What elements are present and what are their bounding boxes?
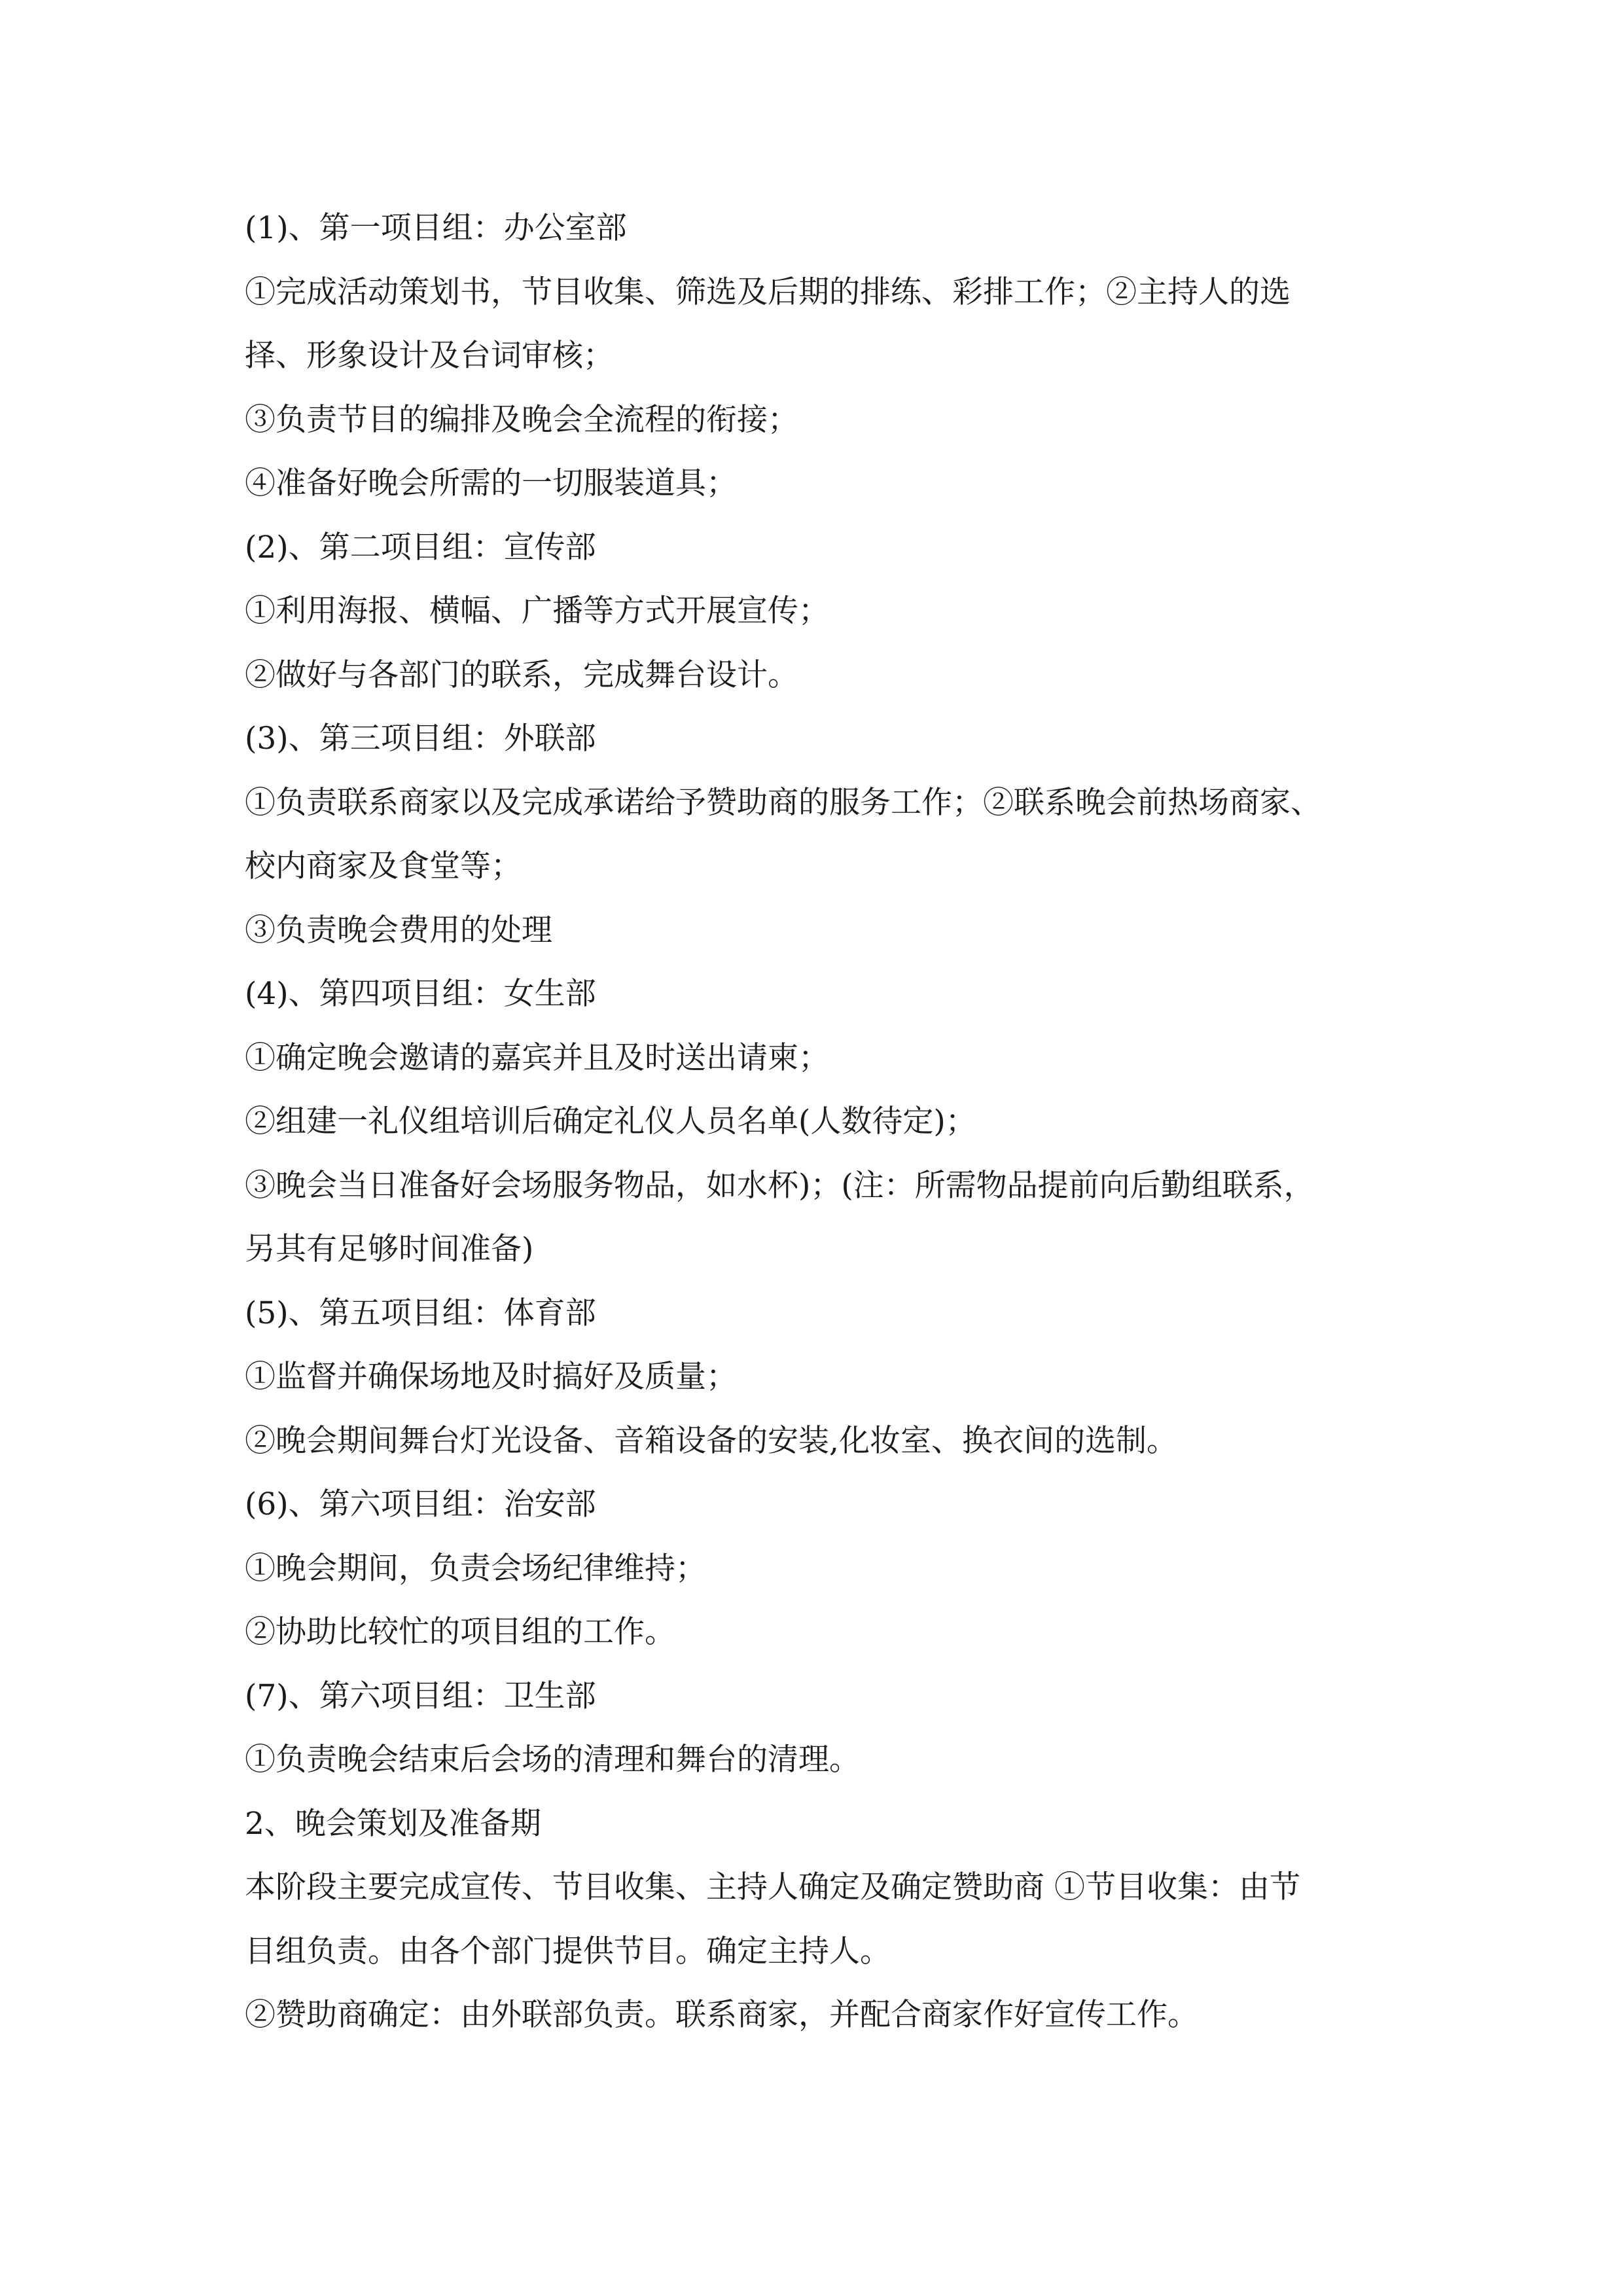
paragraph-line: ③负责晚会费用的处理 (245, 912, 552, 948)
paragraph-line: ①晚会期间，负责会场纪律维持； (245, 1550, 706, 1587)
paragraph-line: 择、形象设计及台词审核； (245, 338, 614, 374)
paragraph-line: ③晚会当日准备好会场服务物品，如水杯)；(注：所需物品提前向后勤组联系， (245, 1167, 1315, 1204)
paragraph-line: ③负责节目的编排及晚会全流程的衔接； (245, 401, 798, 438)
paragraph-line: ①完成活动策划书，节目收集、筛选及后期的排练、彩排工作；②主持人的选 (245, 274, 1291, 310)
paragraph-line: ①负责联系商家以及完成承诺给予赞助商的服务工作；②联系晚会前热场商家、 (245, 784, 1321, 821)
section-heading-planning-period: 2、晚会策划及准备期 (245, 1805, 541, 1842)
paragraph-line: ②晚会期间舞台灯光设备、音箱设备的安装,化妆室、换衣间的选制。 (245, 1422, 1177, 1459)
section-heading-publicity: (2)、第二项目组：宣传部 (245, 529, 596, 565)
section-heading-external-relations: (3)、第三项目组：外联部 (245, 721, 596, 757)
paragraph-line: 校内商家及食堂等； (245, 848, 522, 884)
paragraph-line: 本阶段主要完成宣传、节目收集、主持人确定及确定赞助商 ①节目收集：由节 (245, 1869, 1300, 1905)
section-heading-sports: (5)、第五项目组：体育部 (245, 1295, 596, 1331)
document-body (245, 196, 1397, 2047)
paragraph-line: ①利用海报、横幅、广播等方式开展宣传； (245, 593, 829, 629)
paragraph-line: 目组负责。由各个部门提供节目。确定主持人。 (245, 1933, 891, 1969)
paragraph-line: ②做好与各部门的联系，完成舞台设计。 (245, 656, 798, 693)
paragraph-line: ②组建一礼仪组培训后确定礼仪人员名单(人数待定)； (245, 1103, 976, 1139)
paragraph-line: ①确定晚会邀请的嘉宾并且及时送出请柬； (245, 1039, 829, 1076)
section-heading-female-students: (4)、第四项目组：女生部 (245, 976, 596, 1012)
paragraph-line: 另其有足够时间准备) (245, 1231, 534, 1267)
section-heading-hygiene: (7)、第六项目组：卫生部 (245, 1677, 596, 1714)
section-heading-security: (6)、第六项目组：治安部 (245, 1486, 596, 1522)
paragraph-line: ④准备好晚会所需的一切服装道具； (245, 465, 737, 501)
paragraph-line: ①负责晚会结束后会场的清理和舞台的清理。 (245, 1742, 860, 1778)
paragraph-line: ②协助比较忙的项目组的工作。 (245, 1614, 675, 1650)
paragraph-line: ①监督并确保场地及时搞好及质量； (245, 1359, 737, 1395)
paragraph-line: ②赞助商确定：由外联部负责。联系商家，并配合商家作好宣传工作。 (245, 1997, 1198, 2033)
section-heading-office: (1)、第一项目组：办公室部 (245, 210, 627, 246)
